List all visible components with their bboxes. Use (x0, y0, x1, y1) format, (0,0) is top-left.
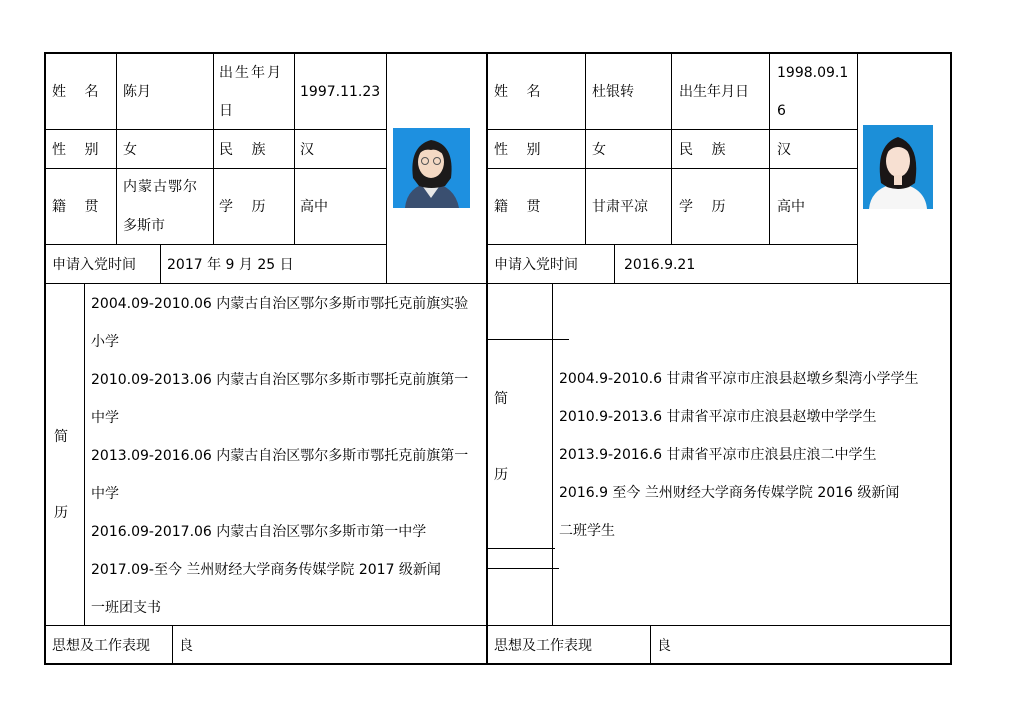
list-item: 中学 (91, 410, 119, 426)
list-item: 2010.9-2013.6 甘肃省平凉市庄浪县赵墩中学学生 (559, 409, 877, 425)
birth-value: 1997.11.23 (300, 84, 381, 100)
native-value: 内蒙古鄂尔 (123, 179, 198, 195)
resume-label-cont: 历 (494, 467, 508, 483)
birth-value: 1998.09.1 (777, 65, 849, 81)
native-value-cont: 多斯市 (123, 218, 165, 234)
avatar (863, 125, 933, 209)
resume-label: 简 (54, 429, 68, 445)
birth-label-cont: 日 (219, 103, 233, 119)
list-item: 2010.09-2013.06 内蒙古自治区鄂尔多斯市鄂托克前旗第一 (91, 372, 469, 388)
list-item: 2013.09-2016.06 内蒙古自治区鄂尔多斯市鄂托克前旗第一 (91, 448, 469, 464)
performance-label: 思想及工作表现 (52, 638, 150, 654)
ethnicity-value: 汉 (777, 142, 791, 158)
native-value: 甘肃平凉 (592, 199, 648, 215)
name-label: 姓 名 (494, 84, 541, 100)
gender-label: 性 别 (52, 142, 99, 158)
resume-label: 简 (494, 391, 508, 407)
birth-value-cont: 6 (777, 103, 786, 119)
apply-date: 2016.9.21 (624, 257, 696, 273)
list-item: 2013.9-2016.6 甘肃省平凉市庄浪县庄浪二中学生 (559, 447, 877, 463)
native-label: 籍 贯 (52, 199, 99, 215)
list-item: 小学 (91, 334, 119, 350)
list-item: 2017.09-至今 兰州财经大学商务传媒学院 2017 级新闻 (91, 562, 441, 578)
resume-label-cont: 历 (54, 505, 68, 521)
edu-label: 学 历 (219, 199, 266, 215)
list-item: 2016.09-2017.06 内蒙古自治区鄂尔多斯市第一中学 (91, 524, 427, 540)
ethnicity-value: 汉 (300, 142, 314, 158)
name-value: 陈月 (123, 84, 151, 100)
native-label: 籍 贯 (494, 199, 541, 215)
performance-label: 思想及工作表现 (494, 638, 592, 654)
list-item: 2004.09-2010.06 内蒙古自治区鄂尔多斯市鄂托克前旗实验 (91, 296, 469, 312)
name-value: 杜银转 (592, 84, 634, 100)
list-item: 中学 (91, 486, 119, 502)
apply-date: 2017 年 9 月 25 日 (167, 257, 294, 273)
name-label: 姓 名 (52, 84, 99, 100)
list-item: 2016.9 至今 兰州财经大学商务传媒学院 2016 级新闻 (559, 485, 900, 501)
performance-value: 良 (179, 638, 193, 654)
gender-label: 性 别 (494, 142, 541, 158)
performance-value: 良 (657, 638, 671, 654)
list-item: 一班团支书 (91, 600, 161, 616)
gender-value: 女 (592, 142, 606, 158)
edu-value: 高中 (777, 199, 805, 215)
birth-label: 出生年月日 (679, 84, 749, 100)
list-item: 2004.9-2010.6 甘肃省平凉市庄浪县赵墩乡梨湾小学学生 (559, 371, 919, 387)
list-item: 二班学生 (559, 523, 615, 539)
gender-value: 女 (123, 142, 137, 158)
edu-label: 学 历 (679, 199, 726, 215)
edu-value: 高中 (300, 199, 328, 215)
birth-label: 出生年月 (219, 65, 283, 81)
apply-label: 申请入党时间 (52, 257, 136, 273)
apply-label: 申请入党时间 (494, 257, 578, 273)
avatar (393, 128, 470, 208)
ethnicity-label: 民 族 (219, 142, 266, 158)
ethnicity-label: 民 族 (679, 142, 726, 158)
